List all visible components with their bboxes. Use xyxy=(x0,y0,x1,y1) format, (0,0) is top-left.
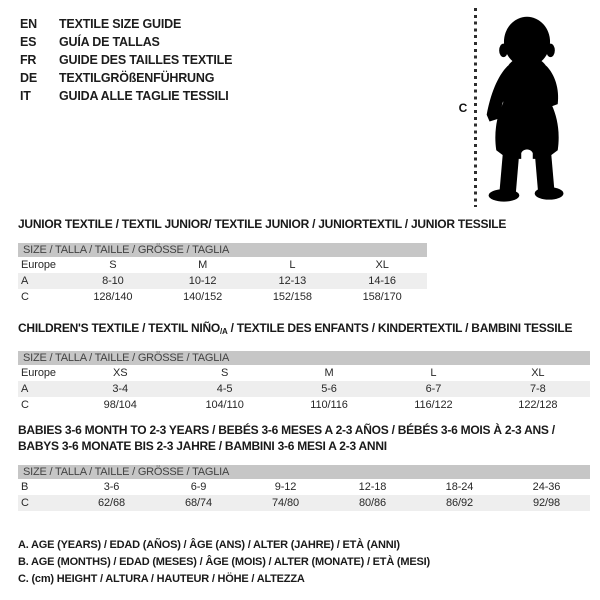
size-value-cell: 98/104 xyxy=(103,399,137,411)
language-title: GUÍA DE TALLAS xyxy=(59,35,160,49)
children-size-table-section xyxy=(18,320,590,413)
language-code: FR xyxy=(20,53,37,67)
junior-heading xyxy=(18,216,507,232)
footnote-line: B. AGE (MONTHS) / EDAD (MESES) / ÂGE (MOIS) / ALTER (MONATE) / ETÀ (MESI) xyxy=(18,556,430,568)
table-row xyxy=(18,397,590,413)
size-value-cell: 152/158 xyxy=(272,291,312,303)
heading-segment: CHILDREN'S TEXTILE / TEXTIL NIÑO xyxy=(18,321,220,335)
babies-size-table-section xyxy=(18,422,590,511)
size-value-cell: XL xyxy=(531,367,545,379)
language-title: TEXTILE SIZE GUIDE xyxy=(59,17,182,31)
size-value-cell: 158/170 xyxy=(362,291,402,303)
size-value-cell: 74/80 xyxy=(271,497,300,509)
size-value-cell: 3-4 xyxy=(112,383,128,395)
footnote-line: A. AGE (YEARS) / EDAD (AÑOS) / ÂGE (ANS) / ALTER (JAHRE) / ETÀ (ANNI) xyxy=(18,539,400,551)
table-row xyxy=(18,495,590,511)
size-value-cell: XL xyxy=(375,259,389,271)
footnote-list xyxy=(18,537,430,588)
size-value-cell: S xyxy=(220,367,229,379)
table-row xyxy=(18,381,590,397)
size-value-cell: 128/140 xyxy=(93,291,133,303)
size-value-cell: L xyxy=(289,259,296,271)
size-header-bar: SIZE / TALLA / TAILLE / GRÖSSE / TAGLIA xyxy=(18,351,590,365)
language-row xyxy=(20,51,232,69)
row-label: C xyxy=(21,497,29,509)
toddler-silhouette-icon xyxy=(479,9,575,207)
size-value-cell: 68/74 xyxy=(184,497,213,509)
height-figure xyxy=(450,0,600,215)
footnote-line: C. (cm) HEIGHT / ALTURA / HAUTEUR / HÖHE / ALTEZZA xyxy=(18,573,305,585)
language-code: IT xyxy=(20,89,31,103)
size-value-cell: 110/116 xyxy=(310,399,348,411)
size-header-bar: SIZE / TALLA / TAILLE / GRÖSSE / TAGLIA xyxy=(18,465,590,479)
language-code: ES xyxy=(20,35,37,49)
size-value-cell: 10-12 xyxy=(188,275,217,287)
language-title: GUIDE DES TAILLES TEXTILE xyxy=(59,53,233,67)
babies-heading xyxy=(18,422,590,438)
children-heading xyxy=(18,320,590,340)
table-row xyxy=(18,273,427,289)
size-value-cell: 18-24 xyxy=(445,481,474,493)
language-title: TEXTILGRÖßENFÜHRUNG xyxy=(59,71,215,85)
language-row xyxy=(20,33,232,51)
size-value-cell: 12-18 xyxy=(358,481,387,493)
language-row xyxy=(20,15,232,33)
size-value-cell: 5-6 xyxy=(321,383,337,395)
size-value-cell: 14-16 xyxy=(368,275,396,287)
size-value-cell: S xyxy=(109,259,117,271)
row-label: C xyxy=(21,399,29,411)
row-label: Europe xyxy=(21,367,56,379)
size-value-cell: 6-7 xyxy=(425,383,442,395)
size-value-cell: 62/68 xyxy=(97,497,126,509)
height-marker-label: C xyxy=(458,101,468,115)
heading-segment: BABIES 3-6 MONTH TO 2-3 YEARS / BEBÉS 3-6 MESES A 2-3 AÑOS / BÉBÉS 3-6 MOIS À 2-3 ANS / xyxy=(18,423,555,437)
heading-segment: /A xyxy=(219,327,228,336)
language-title: GUIDA ALLE TAGLIE TESSILI xyxy=(59,89,229,103)
language-list xyxy=(20,15,232,105)
table-row xyxy=(18,289,427,305)
size-value-cell: 12-13 xyxy=(278,275,307,287)
size-value-cell: 9-12 xyxy=(274,481,297,493)
size-value-cell: 104/110 xyxy=(205,399,244,411)
size-value-cell: M xyxy=(324,367,334,379)
size-value-cell: 7-8 xyxy=(530,383,546,395)
row-label: A xyxy=(21,383,29,395)
row-label: A xyxy=(21,275,29,287)
language-code: EN xyxy=(20,17,37,31)
language-code: DE xyxy=(20,71,37,85)
size-value-cell: 4-5 xyxy=(216,383,233,395)
size-value-cell: 116/122 xyxy=(414,399,453,411)
babies-heading xyxy=(18,438,590,454)
language-row xyxy=(20,69,232,87)
table-row xyxy=(18,257,427,273)
size-value-cell: 86/92 xyxy=(445,497,474,509)
size-value-cell: XS xyxy=(112,367,128,379)
size-value-cell: 24-36 xyxy=(532,481,561,493)
language-row xyxy=(20,87,232,105)
row-label: C xyxy=(21,291,29,303)
size-value-cell: L xyxy=(430,367,437,379)
heading-segment: BABYS 3-6 MONATE BIS 2-3 JAHRE / BAMBINI 3-6 MESI A 2-3 ANNI xyxy=(18,439,387,453)
size-value-cell: 80/86 xyxy=(358,497,387,509)
junior-size-table-section xyxy=(18,216,507,305)
size-value-cell: M xyxy=(198,259,208,271)
size-value-cell: 3-6 xyxy=(103,481,120,493)
row-label: B xyxy=(21,481,29,493)
table-row xyxy=(18,479,590,495)
size-value-cell: 8-10 xyxy=(102,275,124,287)
heading-segment: JUNIOR TEXTILE / TEXTIL JUNIOR/ TEXTILE JUNIOR / JUNIORTEXTIL / JUNIOR TESSILE xyxy=(18,217,507,231)
row-label: Europe xyxy=(21,259,56,271)
size-value-cell: 140/152 xyxy=(183,291,223,303)
table-row xyxy=(18,365,590,381)
size-value-cell: 6-9 xyxy=(190,481,207,493)
size-header-bar: SIZE / TALLA / TAILLE / GRÖSSE / TAGLIA xyxy=(18,243,427,257)
size-value-cell: 122/128 xyxy=(518,399,558,411)
size-value-cell: 92/98 xyxy=(532,497,561,509)
heading-segment: / TEXTILE DES ENFANTS / KINDERTEXTIL / BAMBINI TESSILE xyxy=(227,321,573,335)
height-dashed-line xyxy=(474,8,477,207)
